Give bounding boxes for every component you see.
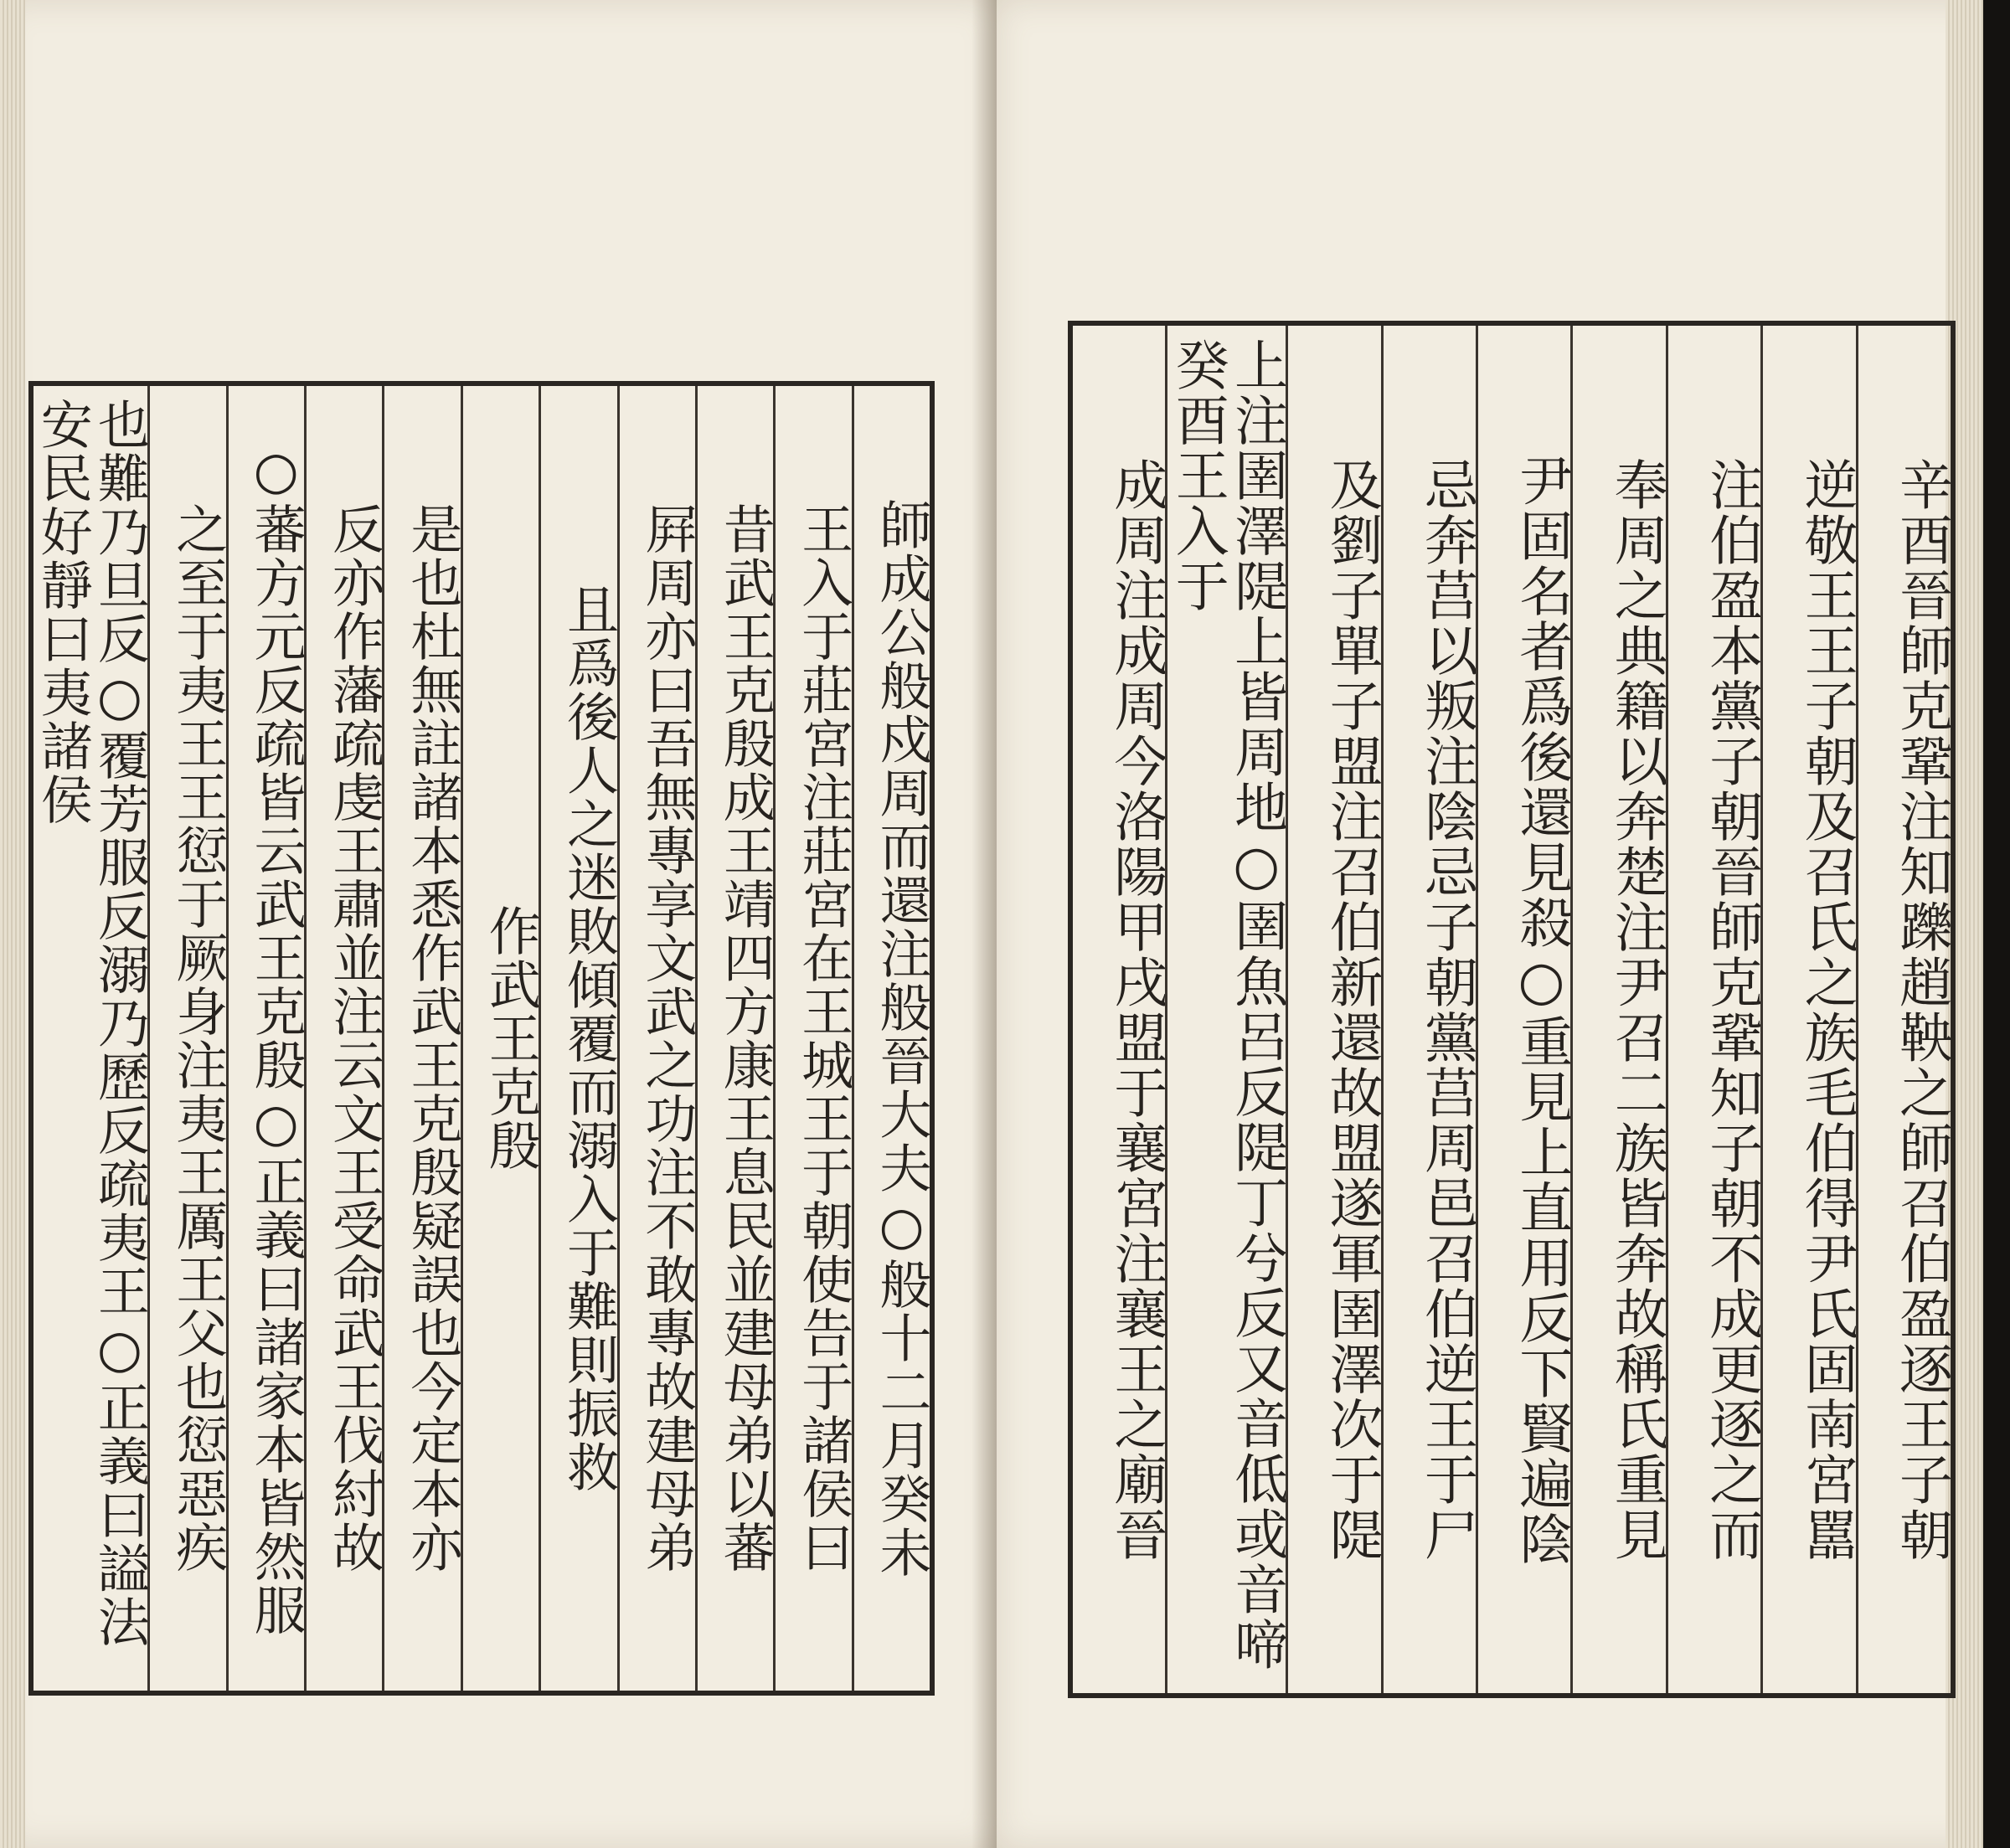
left-text-frame [28,381,935,1696]
text-column [773,386,854,1691]
text-column [1381,326,1476,1693]
text-column [852,386,930,1691]
column-text: 昔武王克殷成王靖四方康王息民並建母弟以蕃 [714,502,776,1574]
text-column [1760,326,1858,1693]
page-stack-left [0,0,25,1848]
column-text: 逆敬王王子朝及召氏之族毛伯得尹氏固南宮嚚 [1795,456,1858,1562]
column-text: 師成公般戍周而還注般晉大夫○般十二月癸未 [871,497,932,1579]
text-column [1856,326,1951,1693]
text-column [1286,326,1383,1693]
text-column [382,386,463,1691]
text-column [1476,326,1573,1693]
column-text: 反亦作藩疏虔王肅並注云文王受命武王伐紂故 [323,502,385,1574]
column-text: 上注圉澤隄上皆周地○圉魚呂反隄丁兮反又音低或音啼癸酉王入于 [1166,337,1288,1672]
text-column [461,386,542,1691]
column-text: 及劉子單子盟注召伯新還故盟遂軍圉澤次于隄 [1320,456,1383,1562]
column-text: 成周注成周今洛陽甲戌盟于襄宮注襄王之廟晉 [1105,456,1167,1562]
text-column [1666,326,1763,1693]
right-text-frame [1068,321,1956,1698]
text-column [1165,326,1286,1693]
text-column [695,386,776,1691]
column-text: 辛酉晉師克鞏注知躒趙鞅之師召伯盈逐王子朝 [1890,456,1952,1562]
book-edge-right [1983,0,2010,1848]
text-column [304,386,385,1691]
column-text: 是也杜無註諸本悉作武王克殷疑誤也今定本亦 [401,502,463,1574]
column-text: 作武王克殷 [480,904,542,1172]
column-text: 之至于夷王王愆于厥身注夷王厲王父也愆惡疾 [167,502,229,1574]
column-text: 屛周亦曰吾無專享文武之功注不敢專故建母弟 [636,502,698,1574]
left-page [0,0,997,1848]
column-text: 忌奔莒以叛注陰忌子朝黨莒周邑召伯逆王于尸 [1415,456,1477,1562]
right-page [997,0,1983,1848]
column-text: 注伯盈本黨子朝晉師克鞏知子朝不成更逐之而 [1700,456,1763,1562]
column-text: 也難乃旦反○覆芳服反溺乃歷反疏夷王○正義曰謚法安民好靜曰夷諸侯 [32,398,151,1649]
text-column [1073,326,1165,1693]
text-column [1570,326,1665,1693]
text-column [147,386,229,1691]
text-column [617,386,698,1691]
column-text: ○蕃方元反疏皆云武王克殷○正義曰諸家本皆然服 [245,440,307,1637]
column-text: 且爲後人之迷敗傾覆而溺入于難則振救 [558,583,620,1494]
text-column [539,386,620,1691]
column-text: 王入于莊宮注莊宮在王城王于朝使告于諸侯曰 [792,502,854,1574]
text-column [32,386,151,1691]
text-column [226,386,307,1691]
column-text: 奉周之典籍以奔楚注尹召二族皆奔故稱氏重見 [1605,456,1667,1562]
column-text: 尹固名者爲後還見殺○重見上直用反下賢遍陰 [1510,452,1573,1567]
